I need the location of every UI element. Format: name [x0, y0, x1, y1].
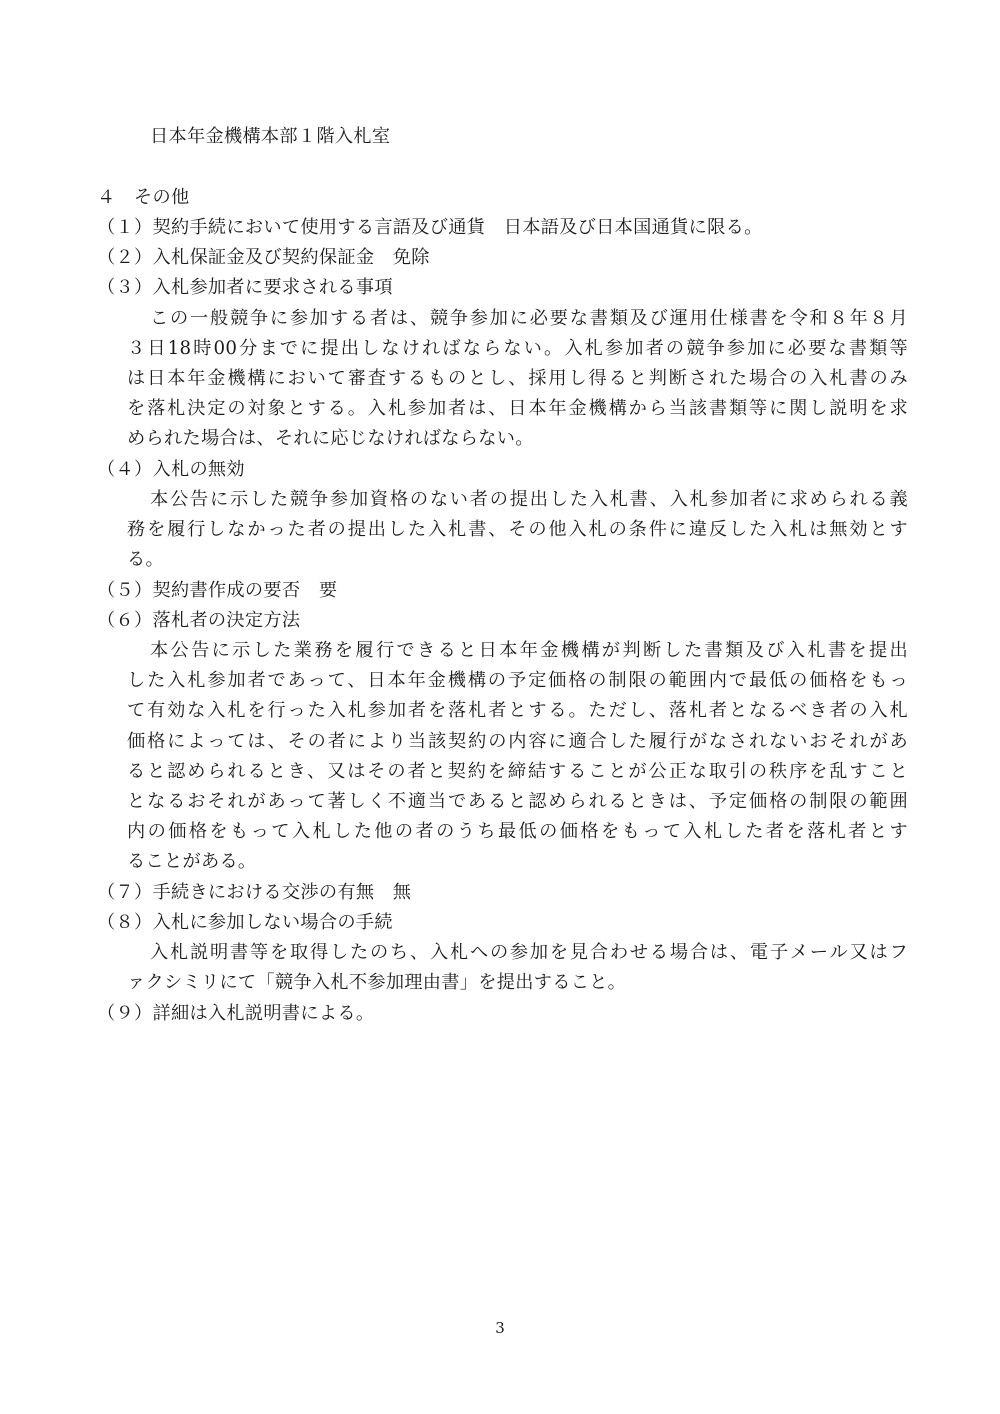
item-6-body-line: ることがある。	[127, 851, 257, 872]
item-6-body-line: ると認められるとき、又はその者と契約を締結することが公正な取引の秩序を乱すこと	[127, 761, 908, 782]
item-4-body-line: る。	[127, 549, 164, 570]
item-5: （５）契約書作成の要否 要	[97, 580, 338, 601]
item-4-heading: （４）入札の無効	[97, 459, 245, 480]
item-8-heading: （８）入札に参加しない場合の手続	[97, 912, 393, 933]
item-3-body-line: められた場合は、それに応じなければならない。	[127, 428, 534, 449]
item-3-body-line: この一般競争に参加する者は、競争参加に必要な書類及び運用仕様書を令和８年８月	[150, 308, 908, 329]
item-9: （９）詳細は入札説明書による。	[97, 1003, 375, 1024]
item-6-body-line: した入札参加者であって、日本年金機構の予定価格の制限の範囲内で最低の価格をもっ	[127, 670, 908, 691]
item-6-body-line: 本公告に示した業務を履行できると日本年金機構が判断した書類及び入札書を提出	[150, 640, 908, 661]
venue-line: 日本年金機構本部１階入札室	[150, 126, 391, 147]
item-6-body-line: て有効な入札を行った入札参加者を落札者とする。ただし、落札者となるべき者の入札	[127, 700, 908, 721]
item-8-body-line: 入札説明書等を取得したのち、入札への参加を見合わせる場合は、電子メール又はフ	[150, 942, 908, 963]
section-4-heading: ４ その他	[97, 187, 190, 208]
item-2: （２）入札保証金及び契約保証金 免除	[97, 247, 430, 268]
item-4-body-line: 本公告に示した競争参加資格のない者の提出した入札書、入札参加者に求められる義	[150, 489, 908, 510]
item-3-heading: （３）入札参加者に要求される事項	[97, 277, 393, 298]
item-6-body-line: 内の価格をもって入札した他の者のうち最低の価格をもって入札した者を落札者とす	[127, 821, 908, 842]
item-8-body-line: ァクシミリにて「競争入札不参加理由書」を提出すること。	[127, 972, 627, 993]
item-3-body-line: ３日18時00分までに提出しなければならない。入札参加者の競争参加に必要な書類等	[127, 338, 908, 359]
item-6-body-line: となるおそれがあって著しく不適当であると認められるときは、予定価格の制限の範囲	[127, 791, 908, 812]
item-6-body-line: 価格によっては、その者により当該契約の内容に適合した履行がなされないおそれがあ	[127, 731, 908, 752]
page-number: 3	[495, 1319, 505, 1337]
item-6-heading: （６）落札者の決定方法	[97, 610, 301, 631]
item-4-body-line: 務を履行しなかった者の提出した入札書、その他入札の条件に違反した入札は無効とす	[127, 519, 908, 540]
item-3-body-line: を落札決定の対象とする。入札参加者は、日本年金機構から当該書類等に関し説明を求	[127, 398, 908, 419]
item-1: （１）契約手続において使用する言語及び通貨 日本語及び日本国通貨に限る。	[97, 217, 763, 238]
item-7: （７）手続きにおける交渉の有無 無	[97, 882, 412, 903]
item-3-body-line: は日本年金機構において審査するものとし、採用し得ると判断された場合の入札書のみ	[127, 368, 908, 389]
